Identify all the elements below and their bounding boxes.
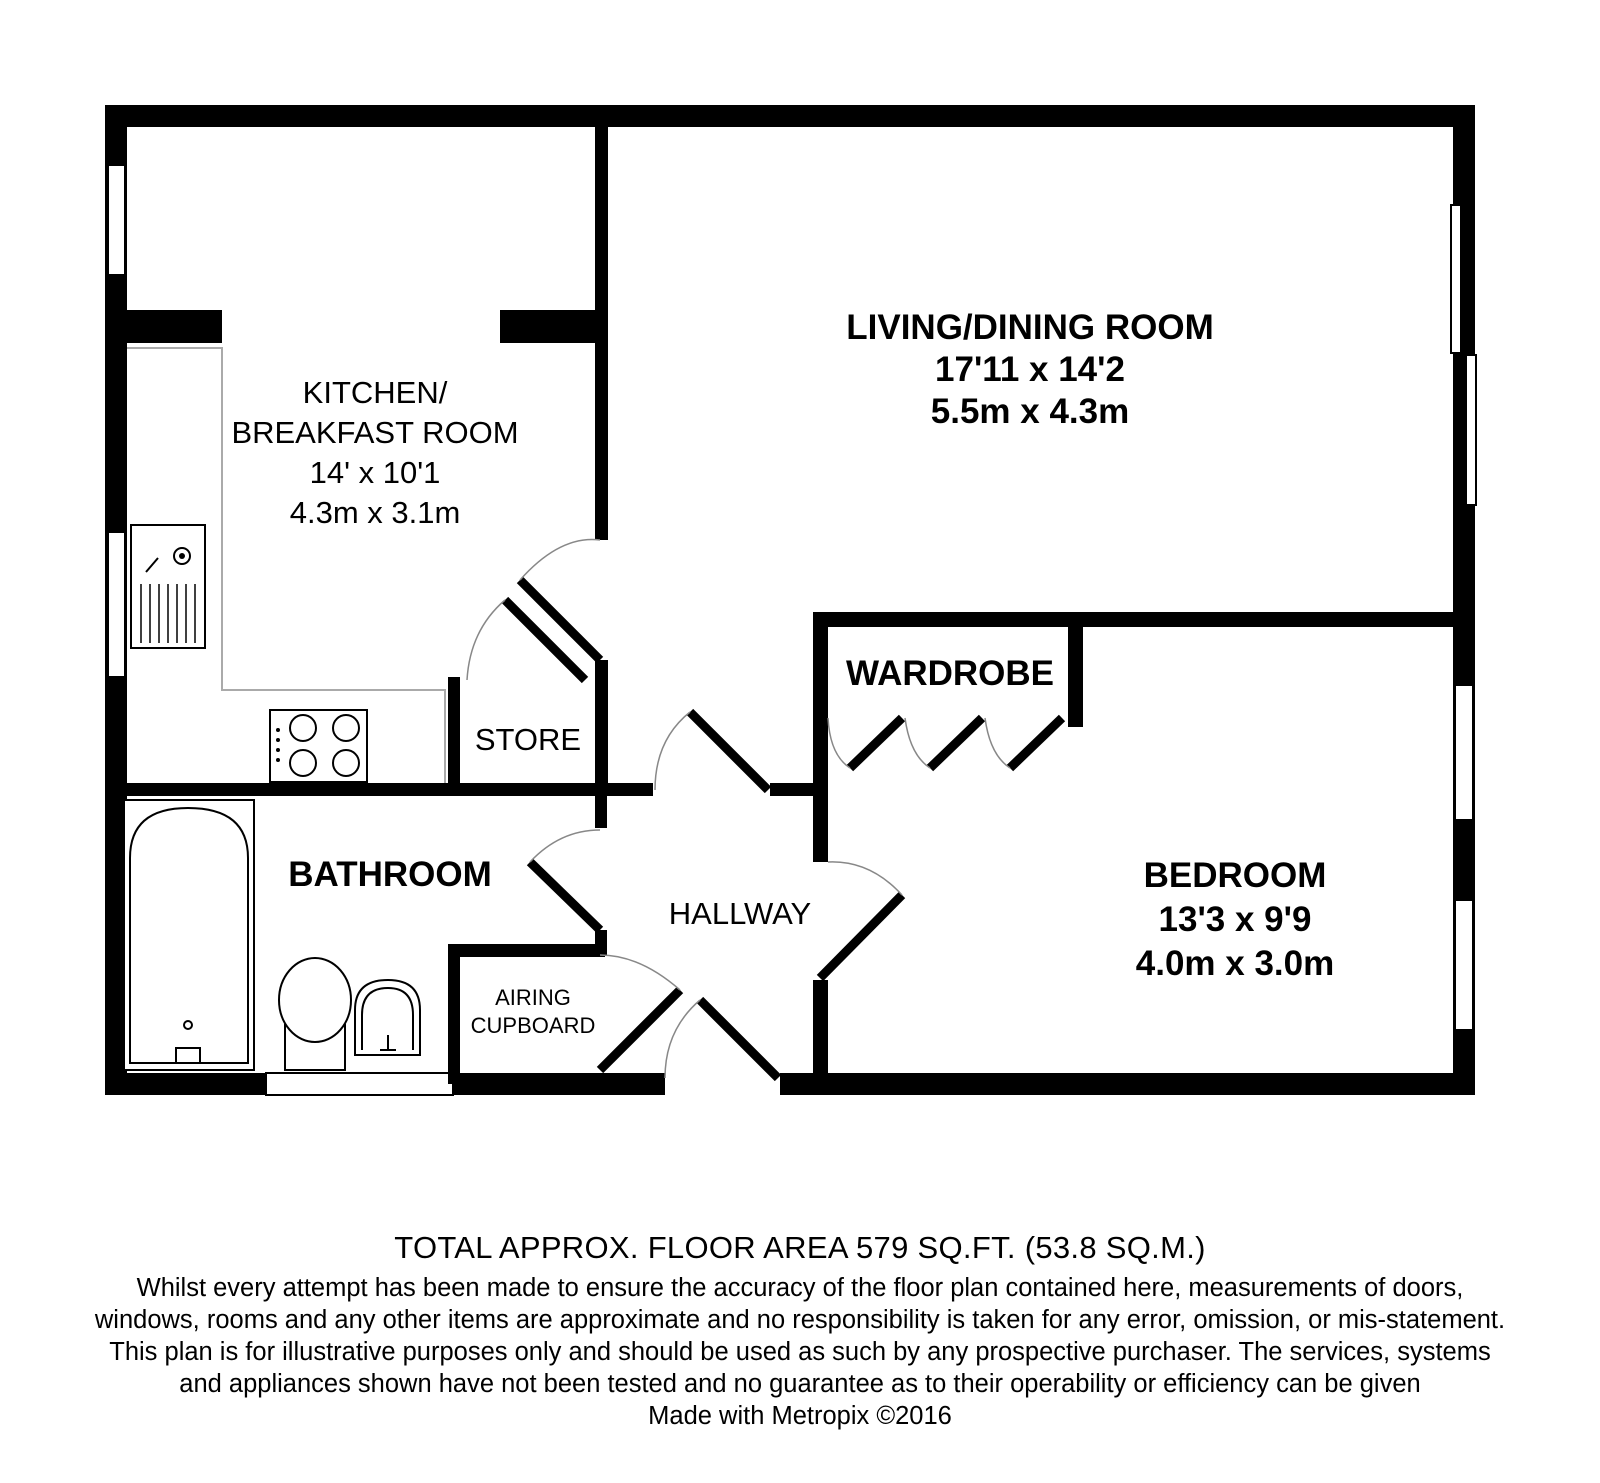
- credit-text: Made with Metropix ©2016: [648, 1402, 952, 1430]
- bathroom-fixtures: [124, 800, 420, 1070]
- hallway-label: HALLWAY: [668, 896, 812, 931]
- disclaimer-text: Whilst every attempt has been made to ensure the accuracy of the floor plan contained here, measurements of doors, windows, rooms and any other items are approximate and no responsibility is taken for any error, omission, or mis-statement. This plan is for illustrative purposes only and should be used as such by any prospective purchaser. The services, systems and appliances shown have not been tested and no guarantee as to their operability or efficiency can be given: [94, 1274, 1506, 1398]
- bedroom-dimensions-metric: 4.0m x 3.0m: [1135, 944, 1335, 983]
- total-floor-area: TOTAL APPROX. FLOOR AREA 579 SQ.FT. (53.8 SQ.M.): [394, 1230, 1206, 1265]
- living-window-upper: [1451, 205, 1461, 353]
- kitchen-label: [231, 375, 518, 530]
- kitchen-window-upper: [108, 165, 125, 275]
- kitchen-dimensions-imperial: 14' x 10'1: [309, 455, 441, 490]
- living-name: LIVING/DINING ROOM: [846, 308, 1214, 347]
- wardrobe-label: WARDROBE: [845, 654, 1055, 693]
- bedroom-label: [1136, 856, 1334, 983]
- bedroom-dimensions-imperial: 13'3 x 9'9: [1158, 900, 1312, 939]
- living-label: [846, 308, 1214, 431]
- living-dimensions-metric: 5.5m x 4.3m: [930, 392, 1130, 431]
- airing-cupboard-label: [471, 985, 596, 1038]
- plan-footer: [0, 1230, 1600, 1432]
- kitchen-window-lower: [108, 532, 125, 677]
- living-dimensions-imperial: 17'11 x 14'2: [935, 350, 1125, 389]
- store-label: STORE: [474, 722, 582, 757]
- kitchen-name-line1: KITCHEN/: [302, 375, 448, 410]
- bathroom-window: [266, 1073, 453, 1095]
- bedroom-name: BEDROOM: [1143, 856, 1327, 895]
- kitchen-name-line2: BREAKFAST ROOM: [231, 415, 519, 450]
- kitchen-dimensions-metric: 4.3m x 3.1m: [289, 495, 461, 530]
- bathroom-label: BATHROOM: [288, 855, 492, 894]
- bedroom-window-upper: [1455, 685, 1473, 820]
- airing-name-line2: CUPBOARD: [470, 1013, 596, 1038]
- living-window-lower: [1466, 355, 1476, 505]
- kitchen-fixtures: [127, 348, 445, 783]
- airing-name-line1: AIRING: [495, 985, 571, 1010]
- bedroom-window-lower: [1455, 900, 1473, 1030]
